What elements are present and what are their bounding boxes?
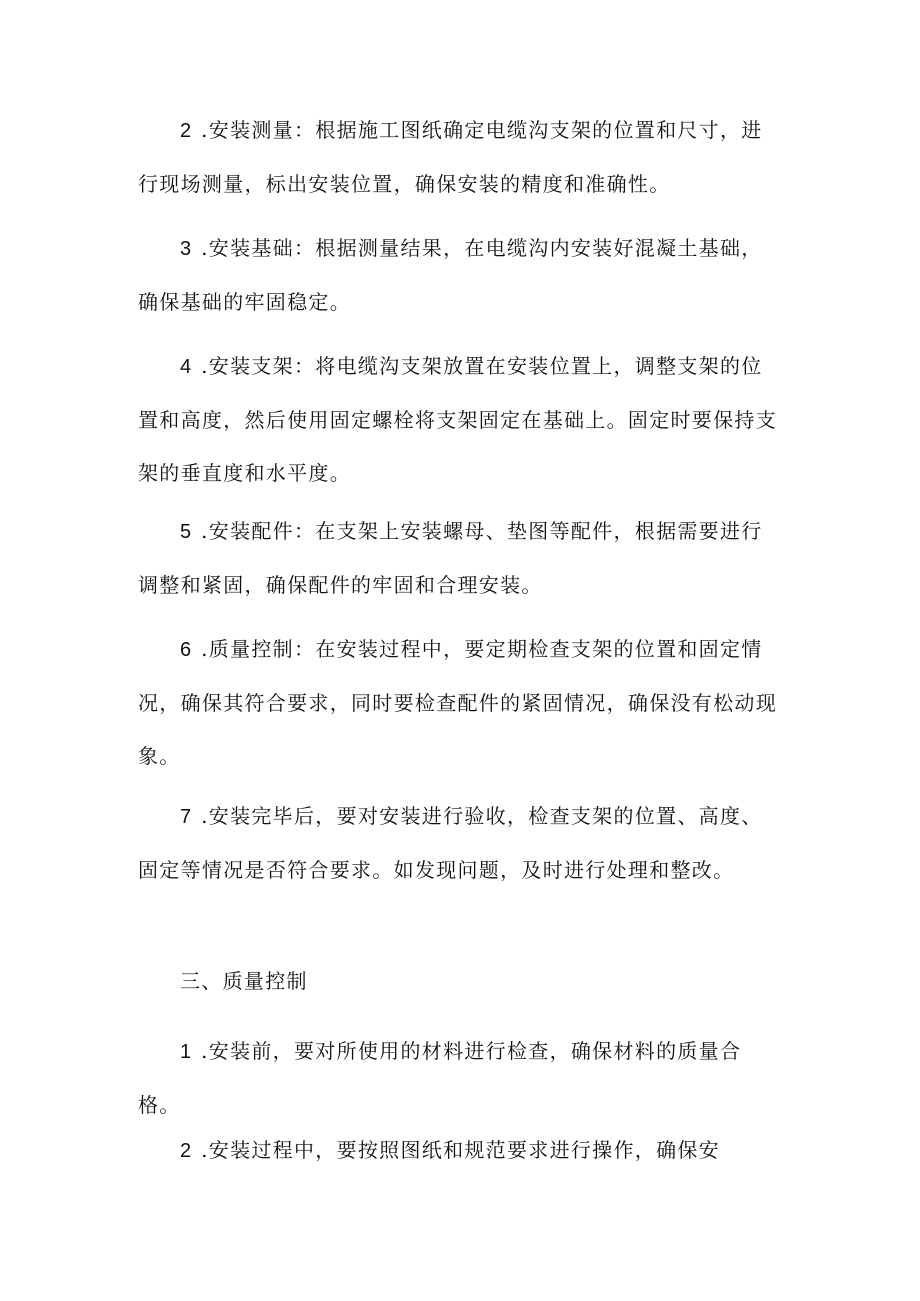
paragraph-step-7 [138,790,778,897]
paragraph-text: .安装完毕后，要对安装进行验收，检查支架的位置、高度、固定等情况是否符合要求。如发现问题，及时进行处理和整改。 [138,804,763,882]
paragraph-step-4 [138,340,778,500]
paragraph-step-3 [138,222,778,329]
paragraph-quality-2 [138,1124,778,1178]
paragraph-text: .质量控制：在安装过程中，要定期检查支架的位置和固定情况，确保其符合要求，同时要检查配件的紧固情况，确保没有松动现象。 [138,637,777,768]
paragraph-text: .安装支架：将电缆沟支架放置在安装位置上，调整支架的位置和高度，然后使用固定螺栓将支架固定在基础上。固定时要保持支架的垂直度和水平度。 [138,354,777,485]
item-number: 6 [180,639,192,661]
paragraph-step-5 [138,505,778,612]
section-heading: 三、质量控制 [180,969,308,993]
item-number: 3 [180,238,192,260]
paragraph-quality-1 [138,1025,778,1132]
paragraph-step-2 [138,104,778,211]
item-number: 4 [180,356,192,378]
item-number: 2 [180,1140,192,1162]
item-number: 5 [180,521,192,543]
paragraph-text: .安装配件：在支架上安装螺母、垫图等配件，根据需要进行调整和紧固，确保配件的牢固和合理安装。 [138,519,763,597]
paragraph-step-6 [138,623,778,783]
item-number: 7 [180,806,192,828]
paragraph-text: .安装前，要对所使用的材料进行检查，确保材料的质量合格。 [138,1039,742,1117]
item-number: 1 [180,1041,192,1063]
item-number: 2 [180,120,192,142]
paragraph-text: .安装测量：根据施工图纸确定电缆沟支架的位置和尺寸，进行现场测量，标出安装位置，确保安装的精度和准确性。 [138,118,763,196]
paragraph-text: .安装过程中，要按照图纸和规范要求进行操作，确保安 [201,1138,720,1162]
paragraph-text: .安装基础：根据测量结果，在电缆沟内安装好混凝土基础，确保基础的牢固稳定。 [138,236,763,314]
